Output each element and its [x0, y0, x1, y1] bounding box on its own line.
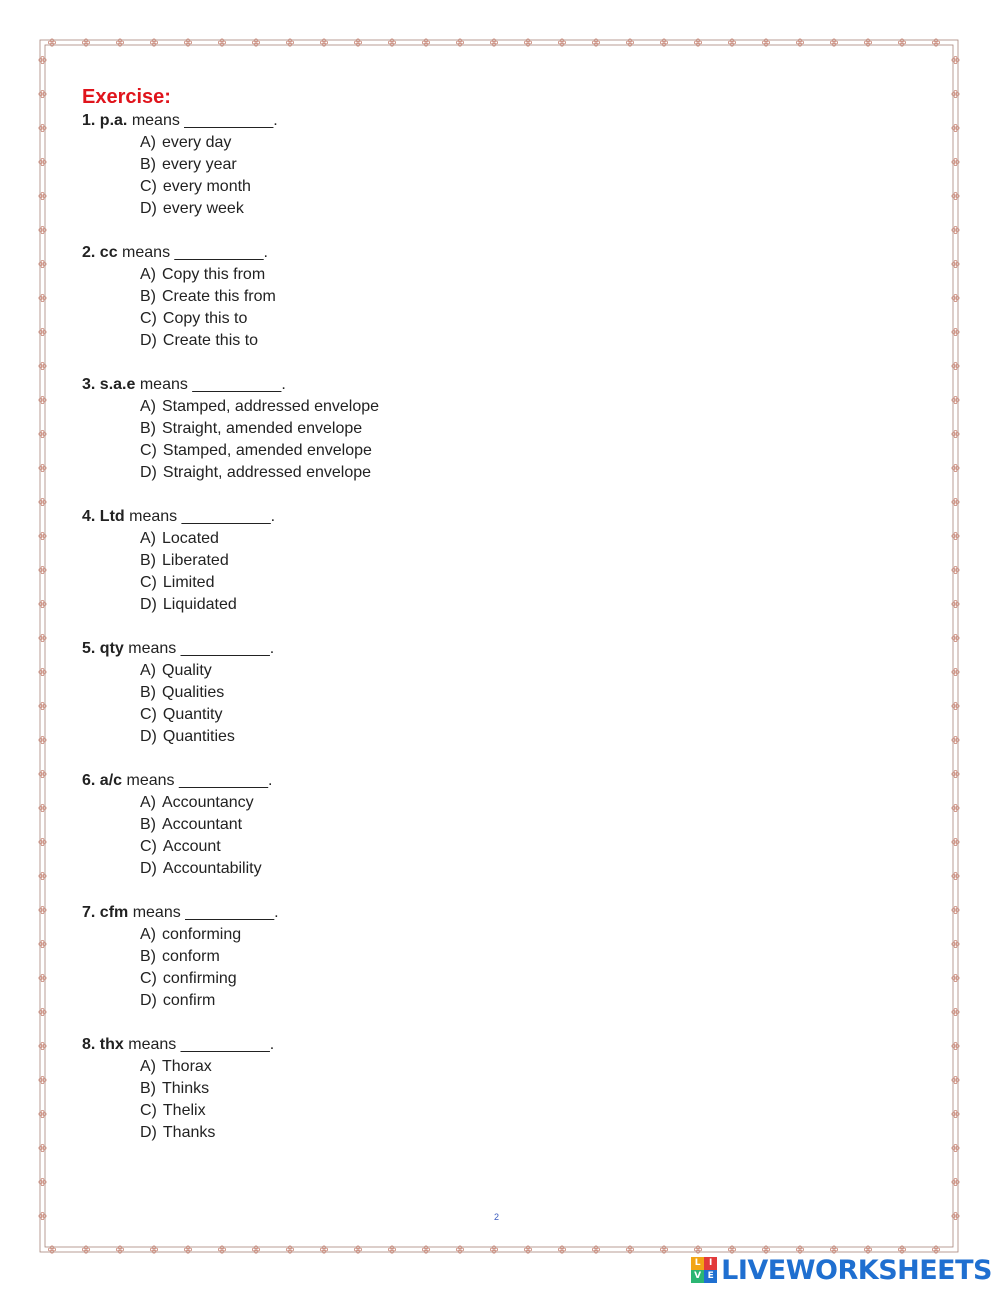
question-abbreviation: cfm [99, 904, 129, 921]
answer-option [140, 814, 902, 836]
question-number: 3. [82, 376, 96, 393]
option-text: Thanks [162, 1124, 216, 1141]
option-text: Liquidated [162, 596, 237, 613]
option-text: Thinks [162, 1080, 210, 1097]
answer-option [140, 836, 902, 858]
option-letter: C) [140, 310, 157, 327]
answer-option [140, 704, 902, 726]
answer-blank: __________. [184, 112, 278, 129]
question-prompt [82, 902, 902, 924]
option-letter: B) [140, 420, 156, 437]
answer-blank: __________. [181, 508, 276, 525]
option-letter: C) [140, 706, 157, 723]
answer-option [140, 1056, 902, 1078]
answer-option [140, 858, 902, 880]
option-text: Liberated [162, 552, 229, 569]
option-list [82, 264, 902, 352]
option-text: Copy this to [162, 310, 248, 327]
question-connector: means [131, 112, 180, 129]
option-letter: D) [140, 596, 157, 613]
option-text: Copy this from [162, 266, 266, 283]
answer-option [140, 308, 902, 330]
answer-blank: __________. [185, 904, 279, 921]
option-letter: A) [140, 926, 156, 943]
option-text: Create this from [162, 288, 276, 305]
question-block [82, 374, 902, 484]
question-number: 6. [82, 772, 96, 789]
page-number-mark: 2 [494, 1212, 500, 1222]
option-letter: A) [140, 794, 156, 811]
option-text: Quantity [162, 706, 223, 723]
option-letter: B) [140, 816, 156, 833]
answer-option [140, 572, 902, 594]
answer-option [140, 198, 902, 220]
option-letter: C) [140, 838, 157, 855]
option-letter: C) [140, 574, 157, 591]
answer-option [140, 330, 902, 352]
answer-option [140, 132, 902, 154]
option-list [82, 132, 902, 220]
option-letter: D) [140, 992, 157, 1009]
question-abbreviation: qty [99, 640, 124, 657]
answer-option [140, 440, 902, 462]
option-letter: C) [140, 178, 157, 195]
option-letter: B) [140, 288, 156, 305]
option-letter: C) [140, 1102, 157, 1119]
option-letter: A) [140, 1058, 156, 1075]
option-letter: D) [140, 1124, 157, 1141]
answer-option [140, 594, 902, 616]
answer-option [140, 154, 902, 176]
question-block [82, 506, 902, 616]
option-text: Located [162, 530, 219, 547]
answer-blank: __________. [192, 376, 286, 393]
logo-tile: E [704, 1270, 717, 1283]
option-text: Straight, amended envelope [162, 420, 363, 437]
question-abbreviation: s.a.e [99, 376, 136, 393]
question-number: 2. [82, 244, 96, 261]
question-block [82, 902, 902, 1012]
answer-option [140, 1078, 902, 1100]
answer-option [140, 1100, 902, 1122]
worksheet-content [82, 84, 902, 1144]
option-text: every day [162, 134, 232, 151]
option-letter: B) [140, 948, 156, 965]
question-number: 8. [82, 1036, 96, 1053]
question-block [82, 242, 902, 352]
question-block [82, 110, 902, 220]
question-block [82, 638, 902, 748]
question-connector: means [122, 244, 171, 261]
option-text: Straight, addressed envelope [162, 464, 372, 481]
logo-tile: V [691, 1270, 704, 1283]
question-connector: means [128, 1036, 177, 1053]
option-letter: A) [140, 530, 156, 547]
question-number: 5. [82, 640, 96, 657]
question-prompt [82, 110, 902, 132]
brand-text: LIVEWORKSHEETS [721, 1254, 992, 1286]
option-letter: A) [140, 134, 156, 151]
answer-option [140, 682, 902, 704]
option-text: every week [162, 200, 244, 217]
option-text: Accountancy [162, 794, 254, 811]
question-connector: means [139, 376, 188, 393]
option-text: conforming [162, 926, 242, 943]
answer-option [140, 462, 902, 484]
option-text: Stamped, amended envelope [162, 442, 372, 459]
answer-option [140, 660, 902, 682]
answer-option [140, 550, 902, 572]
question-prompt [82, 638, 902, 660]
option-text: every year [162, 156, 237, 173]
question-abbreviation: a/c [99, 772, 123, 789]
answer-blank: __________. [180, 640, 275, 657]
option-text: Quantities [162, 728, 235, 745]
option-letter: B) [140, 552, 156, 569]
answer-option [140, 792, 902, 814]
question-block [82, 1034, 902, 1144]
option-letter: C) [140, 970, 157, 987]
option-text: confirming [162, 970, 237, 987]
liveworksheets-watermark [691, 1253, 992, 1287]
option-text: Account [162, 838, 221, 855]
question-number: 4. [82, 508, 96, 525]
question-prompt [82, 506, 902, 528]
answer-option [140, 418, 902, 440]
option-text: Create this to [162, 332, 259, 349]
answer-blank: __________. [178, 772, 273, 789]
option-letter: B) [140, 1080, 156, 1097]
question-connector: means [128, 640, 177, 657]
answer-option [140, 1122, 902, 1144]
option-list [82, 792, 902, 880]
option-list [82, 660, 902, 748]
question-connector: means [126, 772, 175, 789]
question-number: 1. [82, 112, 96, 129]
option-letter: D) [140, 728, 157, 745]
question-prompt [82, 770, 902, 792]
option-text: Thelix [162, 1102, 206, 1119]
option-letter: A) [140, 266, 156, 283]
option-letter: D) [140, 200, 157, 217]
answer-option [140, 528, 902, 550]
option-letter: B) [140, 684, 156, 701]
option-letter: A) [140, 398, 156, 415]
option-letter: A) [140, 662, 156, 679]
option-text: Accountant [162, 816, 243, 833]
answer-option [140, 396, 902, 418]
option-text: confirm [162, 992, 216, 1009]
question-list [82, 110, 902, 1144]
option-text: Thorax [162, 1058, 212, 1075]
answer-option [140, 968, 902, 990]
liveworksheets-logo-icon [691, 1257, 717, 1283]
question-connector: means [132, 904, 181, 921]
option-text: Accountability [162, 860, 262, 877]
option-letter: D) [140, 860, 157, 877]
question-abbreviation: cc [99, 244, 118, 261]
question-prompt [82, 374, 902, 396]
option-letter: D) [140, 332, 157, 349]
option-list [82, 396, 902, 484]
option-letter: D) [140, 464, 157, 481]
option-letter: B) [140, 156, 156, 173]
option-text: Stamped, addressed envelope [162, 398, 380, 415]
option-text: Limited [162, 574, 215, 591]
option-letter: C) [140, 442, 157, 459]
option-text: Quality [162, 662, 212, 679]
answer-option [140, 946, 902, 968]
question-abbreviation: thx [99, 1036, 124, 1053]
option-text: conform [162, 948, 220, 965]
question-block [82, 770, 902, 880]
question-number: 7. [82, 904, 96, 921]
option-list [82, 528, 902, 616]
question-abbreviation: Ltd [99, 508, 125, 525]
question-prompt [82, 1034, 902, 1056]
option-text: Qualities [162, 684, 225, 701]
question-connector: means [129, 508, 178, 525]
question-prompt [82, 242, 902, 264]
answer-option [140, 990, 902, 1012]
logo-tile: I [704, 1257, 717, 1270]
answer-option [140, 264, 902, 286]
logo-tile: L [691, 1257, 704, 1270]
question-abbreviation: p.a. [99, 112, 128, 129]
option-list [82, 1056, 902, 1144]
option-text: every month [162, 178, 251, 195]
answer-blank: __________. [174, 244, 268, 261]
answer-blank: __________. [180, 1036, 275, 1053]
option-list [82, 924, 902, 1012]
answer-option [140, 286, 902, 308]
answer-option [140, 726, 902, 748]
answer-option [140, 176, 902, 198]
answer-option [140, 924, 902, 946]
exercise-title: Exercise: [82, 86, 171, 108]
